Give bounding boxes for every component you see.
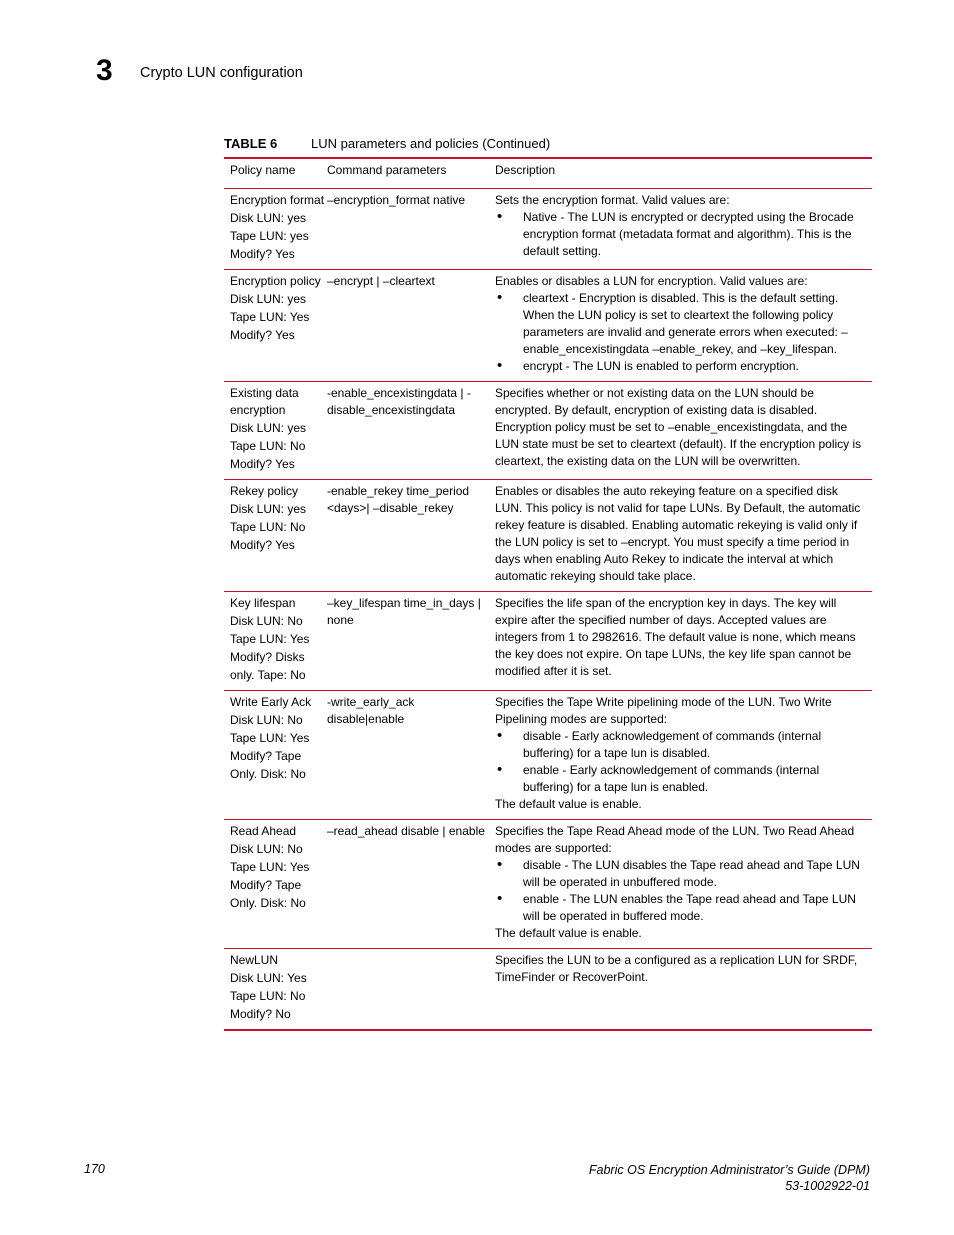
bullet-item: • cleartext - Encryption is disabled. This is the default setting. When the LUN policy is set to cleartext the following policy parameters are invalid and generate errors when executed: –enable_encexistingdata –enable_rekey, and –key_lifespan. (495, 290, 866, 358)
description-cell (495, 189, 872, 269)
policy-detail: Disk LUN: yes (230, 502, 307, 516)
policy-detail: Disk LUN: No (230, 614, 303, 628)
policy-detail: Modify? Disks only. Tape: No (230, 650, 306, 682)
policy-detail: Modify? Yes (230, 247, 295, 261)
description-intro: Specifies whether or not existing data on the LUN should be encrypted. By default, encryption of existing data is disabled. Encryption policy must be set to –enable_encexistingdata, and the LUN state must be set to cleartext (default). If the encryption policy is cleartext, the existing data on the LUN will be overwritten. (495, 386, 862, 468)
chapter-title: Crypto LUN configuration (140, 65, 303, 81)
bullet-item: • enable - Early acknowledgement of commands (internal buffering) for a tape lun is enabled. (495, 762, 866, 796)
document-title: Fabric OS Encryption Administrator’s Guide (DPM) (588, 1163, 870, 1177)
policy-detail: Modify? Yes (230, 538, 295, 552)
table-row (224, 592, 872, 691)
params-cell: -enable_encexistingdata | -disable_encexistingdata (327, 386, 471, 417)
policy-cell (224, 949, 327, 1029)
policy-name: Encryption policy (230, 274, 321, 288)
bullet-item: • encrypt - The LUN is enabled to perform encryption. (495, 358, 866, 375)
description-intro: Enables or disables the auto rekeying feature on a specified disk LUN. This policy is not valid for tape LUNs. By Default, the automatic rekey feature is disabled. Enabling automatic rekeying is valid only if the LUN policy is set to –encrypt. You must specify a time period in days when enabling Auto Rekey to indicate the interval at which automatic rekeying should take place. (495, 484, 861, 583)
description-intro: Specifies the Tape Write pipelining mode of the LUN. Two Write Pipelining modes are supported: (495, 695, 832, 726)
policy-name: Encryption format (230, 193, 325, 207)
policy-cell (224, 189, 327, 269)
table-row (224, 949, 872, 1029)
description-cell (495, 691, 872, 819)
description-intro: Specifies the LUN to be a configured as a replication LUN for SRDF, TimeFinder or RecoverPoint. (495, 953, 858, 984)
description-bullets (495, 857, 866, 925)
bullet-item: • disable - Early acknowledgement of commands (internal buffering) for a tape lun is disabled. (495, 728, 866, 762)
policy-detail: Modify? Yes (230, 328, 295, 342)
params-cell (327, 949, 495, 1029)
policy-name: Read Ahead (230, 824, 297, 838)
description-cell (495, 820, 872, 948)
chapter-number: 3 (96, 54, 113, 87)
bullet-item: • disable - The LUN disables the Tape read ahead and Tape LUN will be operated in unbuffered mode. (495, 857, 866, 891)
policy-detail: Tape LUN: No (230, 989, 306, 1003)
table-row (224, 189, 872, 270)
policy-detail: Tape LUN: yes (230, 229, 309, 243)
policy-cell (224, 691, 327, 819)
policy-name: Existing data encryption (230, 386, 299, 417)
policy-name: NewLUN (230, 953, 279, 967)
table-label: TABLE 6 (224, 136, 278, 151)
policy-detail: Tape LUN: No (230, 520, 306, 534)
table-row (224, 382, 872, 480)
params-cell: –encrypt | –cleartext (327, 274, 435, 288)
table-row (224, 270, 872, 382)
policy-detail: Disk LUN: Yes (230, 971, 307, 985)
description-intro: Enables or disables a LUN for encryption. Valid values are: (495, 274, 808, 288)
policy-detail: Tape LUN: Yes (230, 731, 310, 745)
params-cell: -write_early_ack disable|enable (327, 695, 415, 726)
description-intro: Sets the encryption format. Valid values are: (495, 193, 730, 207)
policy-detail: Modify? No (230, 1007, 291, 1021)
policy-detail: Tape LUN: Yes (230, 860, 310, 874)
policy-cell (224, 820, 327, 948)
description-cell (495, 382, 872, 479)
lun-parameters-table (224, 157, 872, 1031)
policy-detail: Modify? Tape Only. Disk: No (230, 878, 306, 910)
column-header-params: Command parameters (327, 163, 447, 177)
policy-detail: Disk LUN: No (230, 842, 303, 856)
policy-name: Rekey policy (230, 484, 299, 498)
params-cell: -enable_rekey time_period <days>| –disable_rekey (327, 484, 470, 515)
document-number: 53-1002922-01 (785, 1179, 870, 1193)
table-row (224, 691, 872, 820)
table-row (224, 480, 872, 592)
column-header-policy: Policy name (230, 163, 296, 177)
column-header-description: Description (495, 163, 556, 177)
policy-detail: Tape LUN: Yes (230, 310, 310, 324)
policy-cell (224, 592, 327, 690)
document-footer (589, 1162, 870, 1194)
description-outro: The default value is enable. (495, 926, 642, 940)
table-header-row (224, 159, 872, 189)
bullet-item: • Native - The LUN is encrypted or decrypted using the Brocade encryption format (metadata format and algorithm). This is the default setting. (495, 209, 866, 260)
description-bullets (495, 290, 866, 375)
policy-cell (224, 270, 327, 381)
policy-detail: Disk LUN: yes (230, 211, 307, 225)
policy-detail: Modify? Tape Only. Disk: No (230, 749, 306, 781)
description-cell (495, 592, 872, 690)
params-cell: –key_lifespan time_in_days | none (327, 596, 481, 627)
description-bullets (495, 209, 866, 260)
policy-detail: Disk LUN: No (230, 713, 303, 727)
table-row (224, 820, 872, 949)
policy-detail: Tape LUN: No (230, 439, 306, 453)
policy-cell (224, 382, 327, 479)
policy-cell (224, 480, 327, 591)
policy-name: Key lifespan (230, 596, 296, 610)
policy-detail: Disk LUN: yes (230, 292, 307, 306)
policy-detail: Disk LUN: yes (230, 421, 307, 435)
description-bullets (495, 728, 866, 796)
policy-detail: Modify? Yes (230, 457, 295, 471)
description-cell (495, 949, 872, 1029)
table-title: LUN parameters and policies (Continued) (311, 136, 551, 151)
description-intro: Specifies the life span of the encryption key in days. The key will expire after the specified number of days. Accepted values are integers from 1 to 2982616. The default value is none, which means the key does not expire. On tape LUNs, the key life span cannot be modified after it is set. (495, 596, 856, 678)
page-number: 170 (84, 1162, 105, 1176)
description-outro: The default value is enable. (495, 797, 642, 811)
params-cell: –encryption_format native (327, 193, 466, 207)
policy-detail: Tape LUN: Yes (230, 632, 310, 646)
description-cell (495, 270, 872, 381)
table-caption (224, 136, 550, 151)
policy-name: Write Early Ack (230, 695, 312, 709)
description-cell (495, 480, 872, 591)
bullet-item: • enable - The LUN enables the Tape read ahead and Tape LUN will be operated in buffered mode. (495, 891, 866, 925)
description-intro: Specifies the Tape Read Ahead mode of the LUN. Two Read Ahead modes are supported: (495, 824, 855, 855)
params-cell: –read_ahead disable | enable (327, 824, 485, 838)
